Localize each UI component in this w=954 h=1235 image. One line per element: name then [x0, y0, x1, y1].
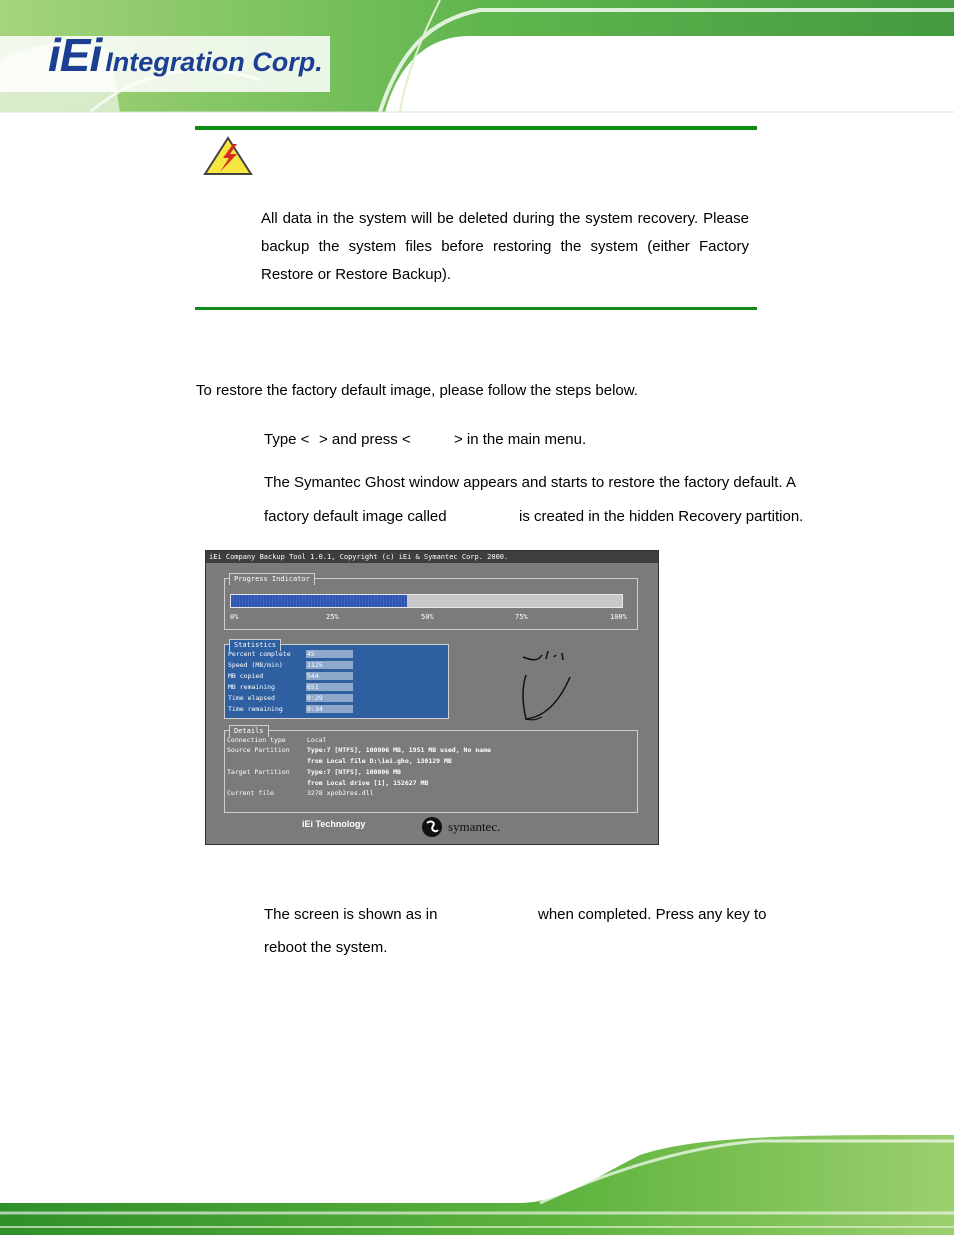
stat-value: 1125 — [306, 661, 353, 669]
tick-0: 0% — [230, 613, 239, 621]
step1-part3: > in the main menu. — [454, 431, 587, 448]
stat-value: 0:29 — [306, 694, 353, 702]
details-group-label: Details — [229, 725, 269, 737]
stat-label: Percent complete — [228, 650, 291, 658]
statistics-group — [224, 641, 449, 719]
step3-line1b: when completed. Press any key to — [538, 906, 767, 923]
stat-value: 651 — [306, 683, 353, 691]
step3-line2: reboot the system. — [264, 939, 388, 956]
progress-bar-fill — [231, 595, 407, 607]
stat-value: 0:34 — [306, 705, 353, 713]
footer-decoration — [0, 1135, 954, 1235]
stat-label: Time remaining — [228, 705, 283, 713]
detail-label: Current file — [227, 789, 274, 797]
detail-label: Source Partition — [227, 746, 290, 754]
step2-line2b: is created in the hidden Recovery partition. — [519, 508, 804, 525]
detail-label: Target Partition — [227, 768, 290, 776]
logo-text: Integration Corp. — [105, 47, 323, 77]
step3-line1a: The screen is shown as in — [264, 906, 438, 923]
symantec-brand: symantec. — [448, 819, 501, 834]
ghost-window — [205, 550, 659, 845]
stat-label: Time elapsed — [228, 694, 275, 702]
logo-mark: iEi — [48, 29, 102, 81]
tick-50: 50% — [421, 613, 434, 621]
stat-label: Speed (MB/min) — [228, 661, 283, 669]
step1-part1: Type < — [264, 431, 310, 448]
ghost-title-bar: iEi Company Backup Tool 1.0.1, Copyright (c) iEi & Symantec Corp. 2000. — [206, 551, 658, 563]
step1-part2: > and press < — [319, 431, 411, 448]
progress-group-label: Progress Indicator — [229, 573, 315, 585]
stat-label: MB remaining — [228, 683, 275, 691]
detail-value: Type:7 [NTFS], 100006 MB — [307, 768, 401, 776]
tick-25: 25% — [326, 613, 339, 621]
stat-label: MB copied — [228, 672, 264, 680]
ghost-mascot-icon — [518, 647, 588, 727]
stat-value: 544 — [306, 672, 353, 680]
detail-value: from Local drive [1], 152627 MB — [307, 779, 429, 787]
step2-line1: The Symantec Ghost window appears and starts to restore the factory default. A — [264, 474, 796, 491]
company-logo — [48, 28, 323, 82]
iei-technology-brand: iEi Technology — [302, 819, 366, 829]
tick-75: 75% — [515, 613, 528, 621]
warning-top-rule — [195, 126, 757, 130]
detail-value: from Local file D:\iei.gho, 130129 MB — [307, 757, 452, 765]
detail-value: 3278 xpob2res.dll — [307, 789, 374, 797]
stat-value: 45 — [306, 650, 353, 658]
step2-line2a: factory default image called — [264, 508, 447, 525]
statistics-group-label: Statistics — [229, 639, 281, 651]
warning-text: All data in the system will be deleted during the system recovery. Please backup the system files before restoring the system (either Factory Restore or Restore Backup). — [261, 210, 749, 283]
tick-100: 100% — [610, 613, 627, 621]
progress-bar — [230, 594, 623, 608]
warning-icon — [203, 136, 253, 176]
footer-banner — [0, 1135, 954, 1235]
intro-text: To restore the factory default image, please follow the steps below. — [196, 382, 638, 399]
detail-value: Type:7 [NTFS], 100006 MB, 1951 MB used, No name — [307, 746, 491, 754]
warning-bottom-rule — [195, 307, 757, 310]
detail-value: Local — [307, 736, 327, 744]
symantec-logo-icon — [421, 816, 443, 838]
detail-label: Connection type — [227, 736, 286, 744]
